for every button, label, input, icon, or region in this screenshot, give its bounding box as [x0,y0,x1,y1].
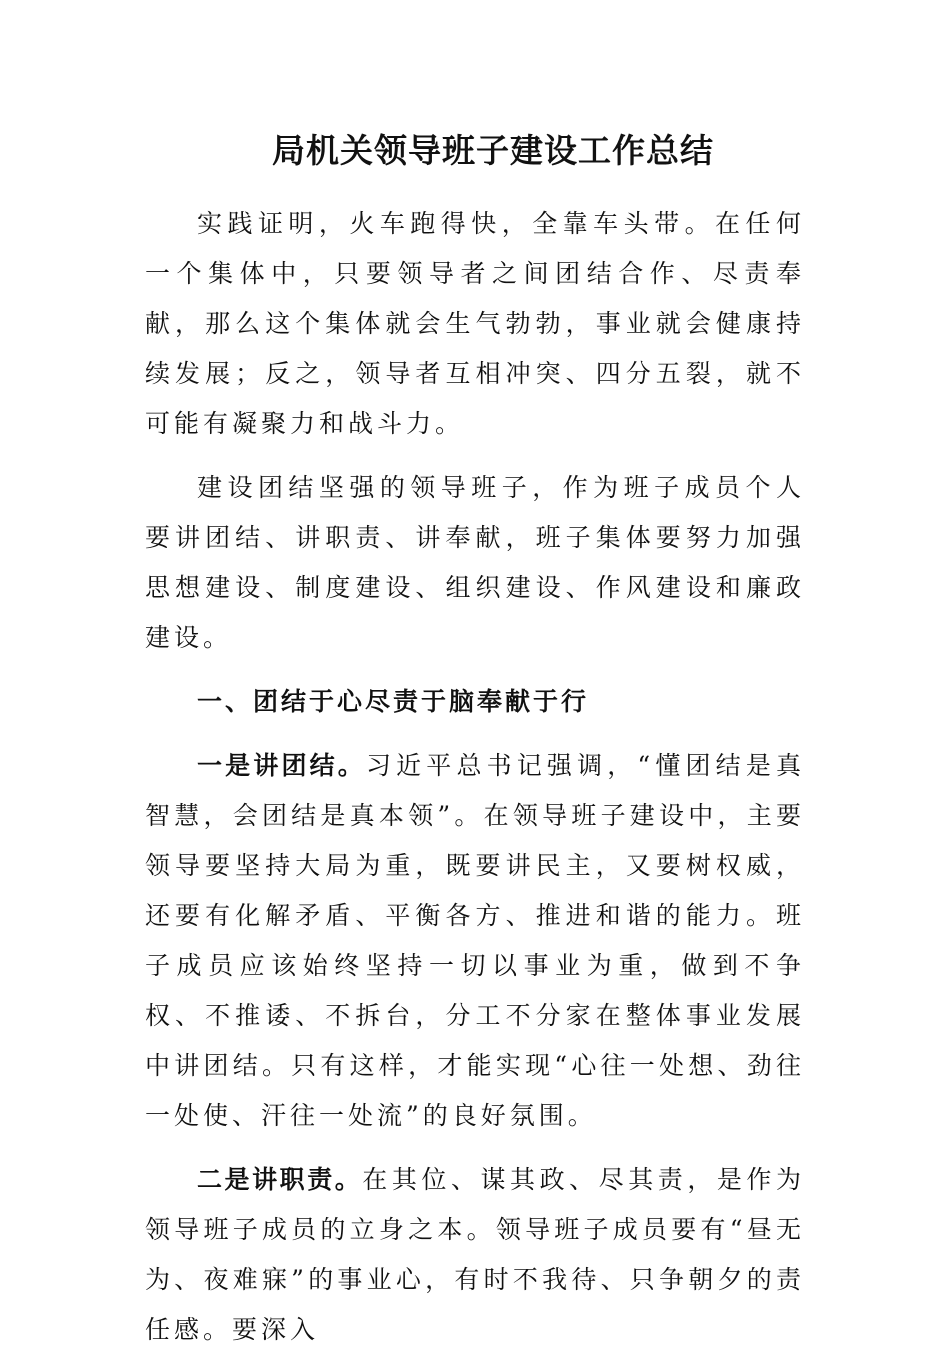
paragraph-intro: 实践证明，火车跑得快，全靠车头带。在任何一个集体中，只要领导者之间团结合作、尽责奉献，那么这个集体就会生气勃勃，事业就会健康持续发展；反之，领导者互相冲突、四分五裂，就不可能有凝聚力和战斗力。 [145,209,805,438]
paragraph-item-duty [145,1155,805,1355]
paragraph-item-unity [145,741,805,1141]
paragraph-summary: 建设团结坚强的领导班子，作为班子成员个人要讲团结、讲职责、讲奉献，班子集体要努力加强思想建设、制度建设、组织建设、作风建设和廉政建设。 [145,473,805,652]
item-text-duty: 在其位、谋其政、尽其责，是作为领导班子成员的立身之本。领导班子成员要有“昼无为、夜难寐”的事业心，有时不我待、只争朝夕的责任感。要深入 [145,1165,805,1344]
document-title: 局机关领导班子建设工作总结 [272,131,714,170]
item-text-unity: 习近平总书记强调，“懂团结是真智慧，会团结是真本领”。在领导班子建设中，主要领导要坚持大局为重，既要讲民主，又要树权威，还要有化解矛盾、平衡各方、推进和谐的能力。班子成员应该始终坚持一切以事业为重，做到不争权、不推诿、不拆台，分工不分家在整体事业发展中讲团结。只有这样，才能实现“心往一处想、劲往一处使、汗往一处流”的良好氛围。 [145,751,805,1130]
section-heading-1: 一、团结于心尽责于脑奉献于行 [197,687,590,716]
document-body [145,199,805,1369]
item-lead-unity: 一是讲团结。 [197,751,366,780]
item-lead-duty: 二是讲职责。 [197,1165,363,1194]
